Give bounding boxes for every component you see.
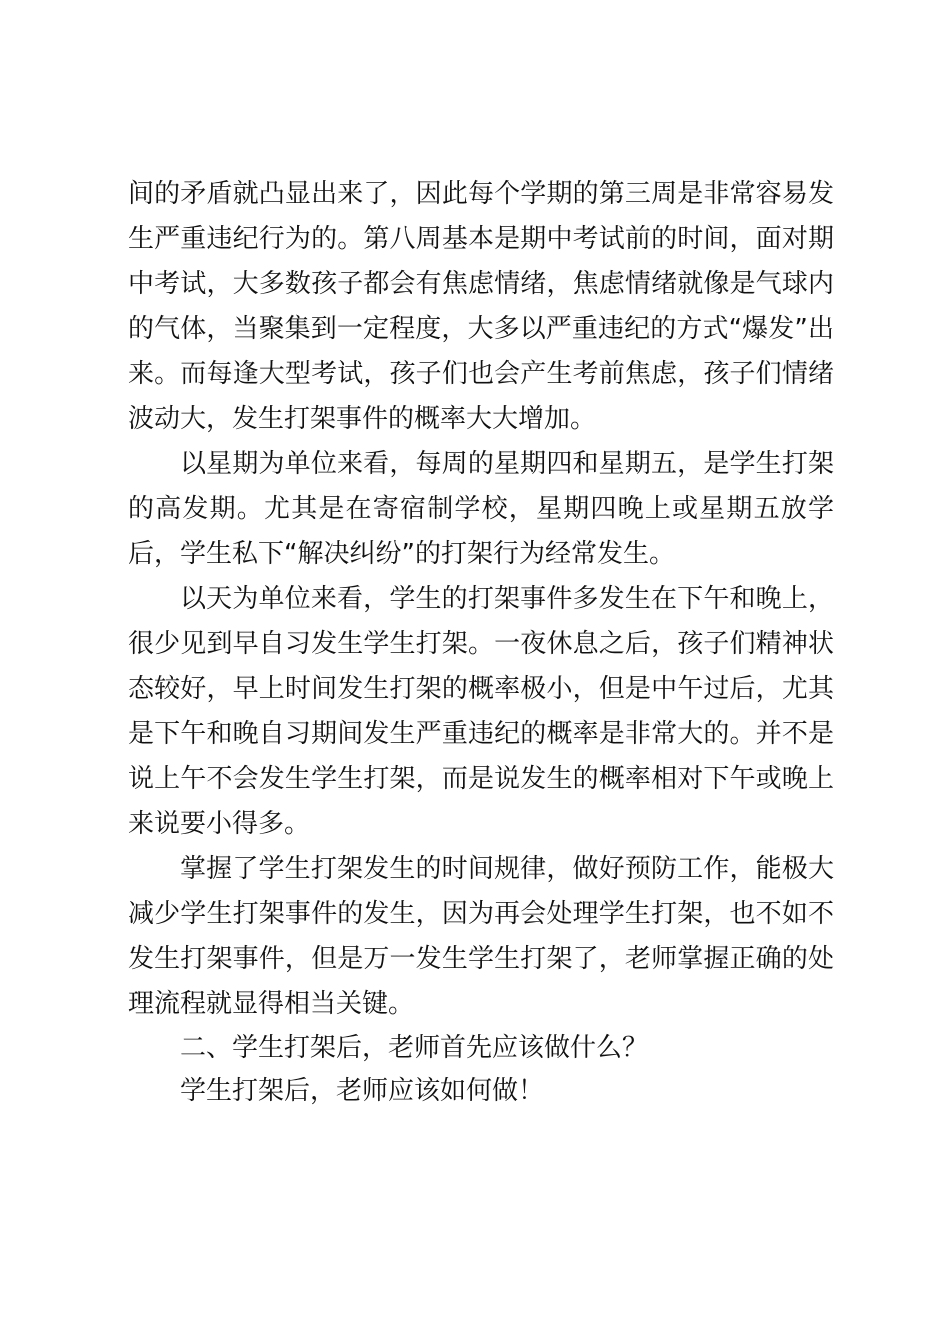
paragraph-weekly-pattern: 以星期为单位来看，每周的星期四和星期五，是学生打架的高发期。尤其是在寄宿制学校，星期四晚上或星期五放学后，学生私下“解决纠纷”的打架行为经常发生。 <box>128 449 834 569</box>
paragraph-continued: 间的矛盾就凸显出来了，因此每个学期的第三周是非常容易发生严重违纪行为的。第八周基本是期中考试前的时间，面对期中考试，大多数孩子都会有焦虑情绪，焦虑情绪就像是气球内的气体，当聚集到一定程度，大多以严重违纪的方式“爆发”出来。而每逢大型考试，孩子们也会产生考前焦虑，孩子们情绪波动大，发生打架事件的概率大大增加。 <box>128 179 834 434</box>
document-body <box>128 172 834 1113</box>
paragraph-prevention: 掌握了学生打架发生的时间规律，做好预防工作，能极大减少学生打架事件的发生，因为再会处理学生打架，也不如不发生打架事件，但是万一发生学生打架了，老师掌握正确的处理流程就显得相当关键。 <box>128 854 834 1019</box>
section-heading: 二、学生打架后，老师首先应该做什么？ <box>180 1033 649 1063</box>
closing-line: 学生打架后，老师应该如何做！ <box>180 1076 545 1106</box>
paragraph-daily-pattern: 以天为单位来看，学生的打架事件多发生在下午和晚上，很少见到早自习发生学生打架。一夜休息之后，孩子们精神状态较好，早上时间发生打架的概率极小，但是中午过后，尤其是下午和晚自习期间发生严重违纪的概率是非常大的。并不是说上午不会发生学生打架，而是说发生的概率相对下午或晚上来说要小得多。 <box>128 584 834 839</box>
